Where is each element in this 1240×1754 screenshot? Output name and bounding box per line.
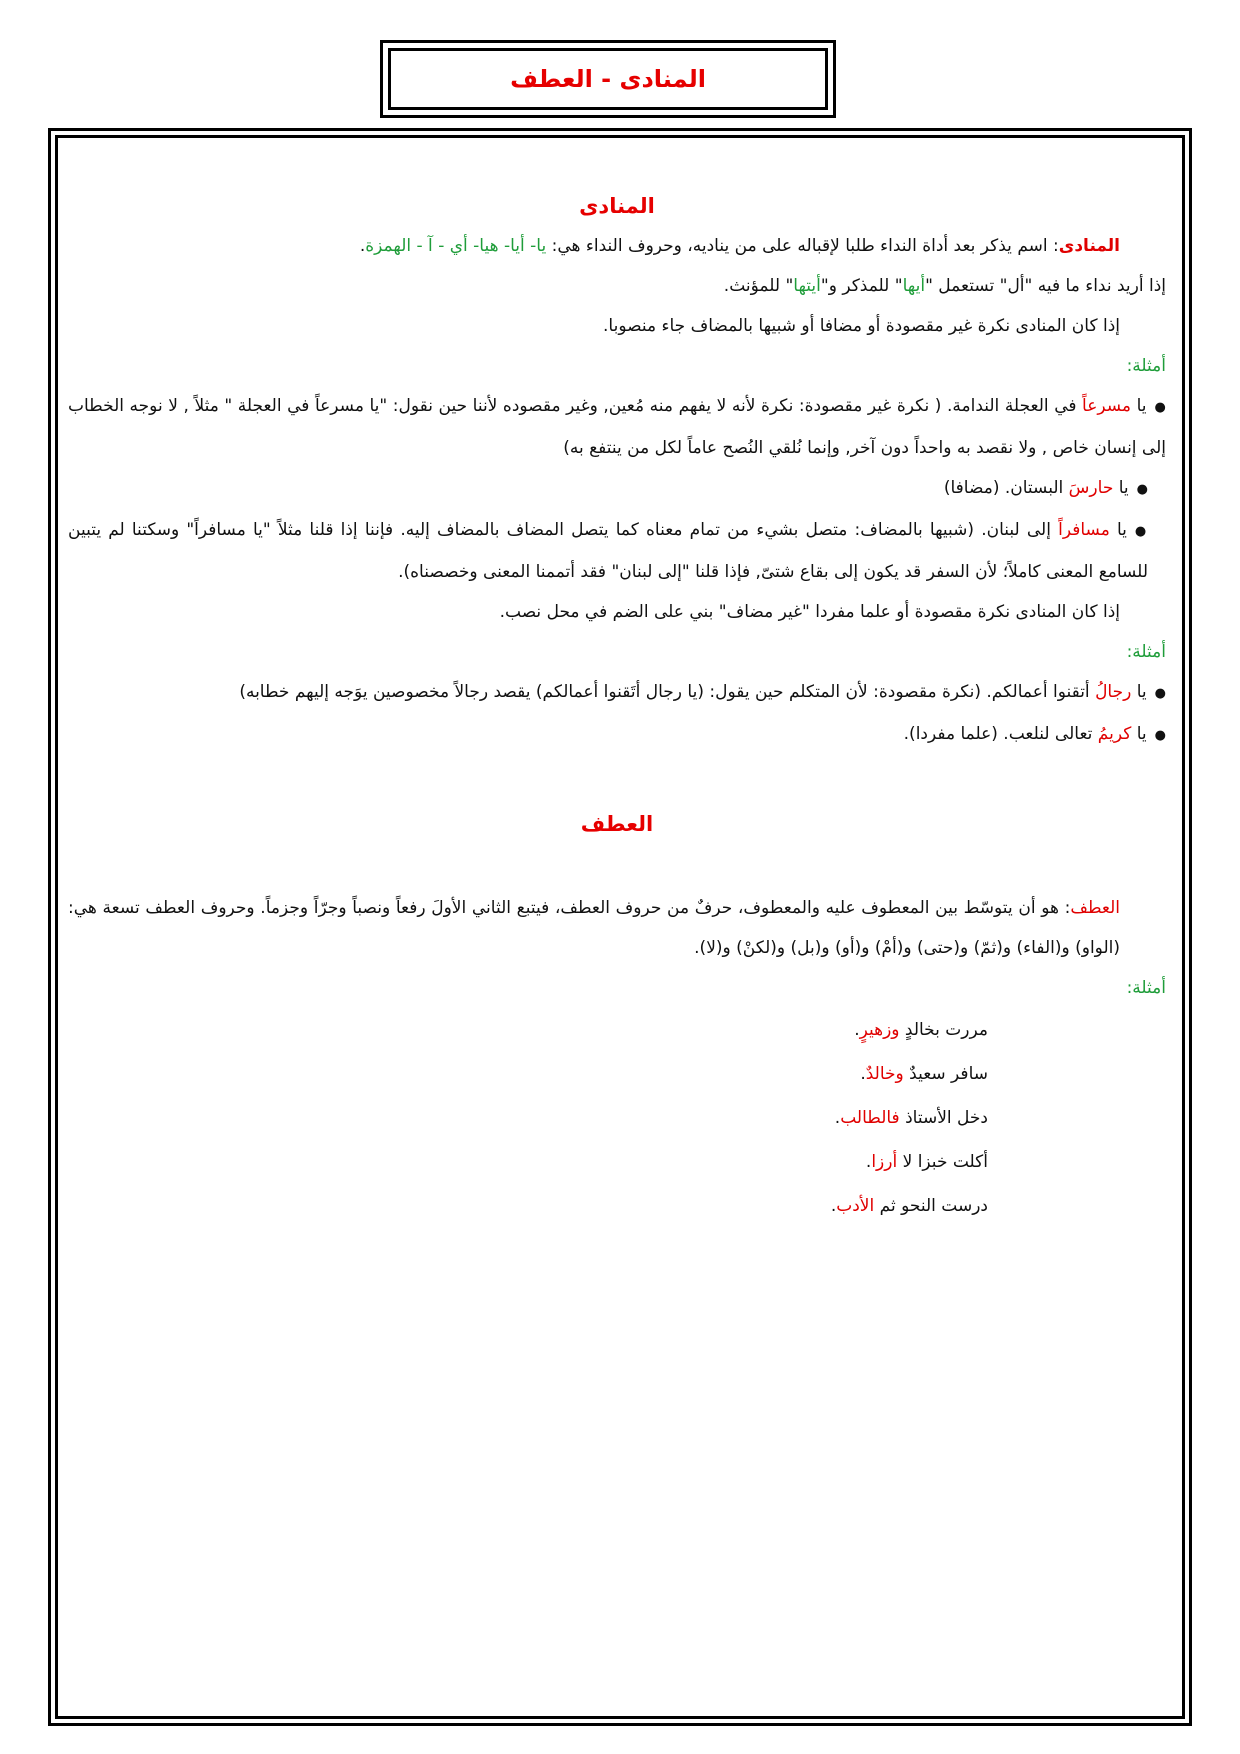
section-heading-atf: العطف [580,812,654,836]
example-musafir [68,510,1166,592]
example-post: . [830,1196,837,1216]
example-pre: أكلت خبزا لا [897,1152,988,1172]
example-haris-text: البستان. (مضافا) [943,478,1069,498]
example-karim-text: تعالى لنلعب. (علما مفردا). [903,724,1098,744]
atf-definition [68,888,1166,968]
content-frame [48,128,1192,1726]
example-musri-word: مسرعاً [1082,396,1132,416]
example-karim [68,714,1166,756]
al-rule [68,266,1166,306]
example-pre: مررت بخالدٍ [899,1020,988,1040]
example-pre: سافر سعيدٌ [903,1064,988,1084]
example-post: . [834,1108,841,1128]
al-rule-part3: " للمؤنث. [723,276,794,296]
ayatuha-word: أيتها [793,276,821,296]
examples-label-2: أمثلة: [1126,642,1166,662]
al-rule-part1: إذا أريد نداء ما فيه "أل" تستعمل " [925,276,1166,296]
example-post: . [854,1020,860,1040]
example-pre: دخل الأستاذ [899,1108,988,1128]
atf-def-text: : هو أن يتوسّط بين المعطوف عليه والمعطوف، حرفٌ من حروف العطف، فيتبع الثاني الأولَ رفعاً ونصباً وجرّاً وجزماً. وحروف العطف تسعة هي: (الواو) و(الفاء) و(ثمّ) و(حتى) و(أمْ) و(أو) و(بل) و(لكنْ) و(لا). [68,898,1120,958]
bullet-icon: ● [1134,524,1148,539]
section-heading-munada: المنادى [579,194,655,218]
example-musafir-text: إلى لبنان. (شبيها بالمضاف: متصل بشيء من تمام معناه كما يتصل المضاف بالمضاف إليه. فإننا إذا قلنا مثلاً "يا مسافراً" وسكتنا لم يتبين للسامع المعنى كاملاً؛ لأن السفر قد يكون إلى بقاع شتىّ, فإذا قلنا "إلى لبنان" فقد أتممنا المعنى وخصصناه). [68,520,1148,582]
example-post: . [865,1152,872,1172]
example-rijal-pre: يا [1131,682,1147,702]
example-musri-pre: يا [1131,396,1147,416]
title-box [380,40,836,118]
page-title: المنادى - العطف [388,48,828,110]
example-rijal-text: أتقنوا أعمالكم. (نكرة مقصودة: لأن المتكلم حين يقول: (يا رجال أتَقنوا أعمالكم) يقصد رجالاً مخصوصين يوَجه إليهم خطابه) [239,682,1096,702]
rule-nakira-ghayr-maqsuda: إذا كان المنادى نكرة غير مقصودة أو مضافا أو شبيها بالمضاف جاء منصوبا. [603,316,1120,336]
munada-def-end: . [359,236,366,256]
list-item [68,1008,1166,1052]
list-item [68,1140,1166,1184]
bullet-icon: ● [1154,686,1166,701]
example-musri [68,386,1166,468]
example-musri-text: في العجلة الندامة. ( نكرة غير مقصودة: نكرة لأنه لا يفهم منه مُعين, وغير مقصوده لأننا حين نقول: "يا مسرعاً في العجلة " مثلاً , لا نوجه الخطاب إلى إنسان خاص , ولا نقصد به واحداً دون آخر, وإنما نُلقي النُصح عاماً لكل من ينتفع به) [68,396,1166,458]
munada-def-text: : اسم يذكر بعد أداة النداء طلبا لإقباله على من يناديه، وحروف النداء هي: [546,236,1059,256]
example-post: . [860,1064,866,1084]
example-word: أرزا [871,1152,898,1172]
example-haris [68,468,1166,510]
ayuha-word: أيها [902,276,926,296]
example-word: الأدب [836,1196,875,1216]
atf-term: العطف [1070,898,1120,918]
munada-definition [68,226,1166,266]
list-item [68,1096,1166,1140]
examples-label-1: أمثلة: [1126,356,1166,376]
content-frame-inner [55,135,1185,1719]
bullet-icon: ● [1154,728,1166,743]
al-rule-part2: " للمذكر و" [820,276,903,296]
bullet-icon: ● [1154,400,1166,415]
atf-examples-list [68,1008,1166,1228]
example-musafir-word: مسافراً [1058,520,1110,540]
example-haris-pre: يا [1113,478,1129,498]
example-rijal [68,672,1166,714]
example-word: وخالدٌ [865,1064,904,1084]
example-haris-word: حارسَ [1068,478,1114,498]
rule-nakira-maqsuda: إذا كان المنادى نكرة مقصودة أو علما مفردا "غير مضاف" بني على الضم في محل نصب. [499,602,1120,622]
munada-term: المنادى [1058,236,1120,256]
list-item [68,1052,1166,1096]
list-item [68,1184,1166,1228]
example-musafir-pre: يا [1109,520,1127,540]
example-rijal-word: رجالُ [1095,682,1132,702]
nida-letters: يا- أيا- هيا- أي - آ - الهمزة [365,236,547,256]
example-karim-word: كريمُ [1097,724,1132,744]
example-word: فالطالب [840,1108,900,1128]
bullet-icon: ● [1136,482,1148,497]
content-body [68,138,1166,1228]
example-word: وزهيرٍ [859,1020,900,1040]
example-pre: درست النحو ثم [874,1196,988,1216]
examples-label-3: أمثلة: [1126,978,1166,998]
example-karim-pre: يا [1131,724,1147,744]
